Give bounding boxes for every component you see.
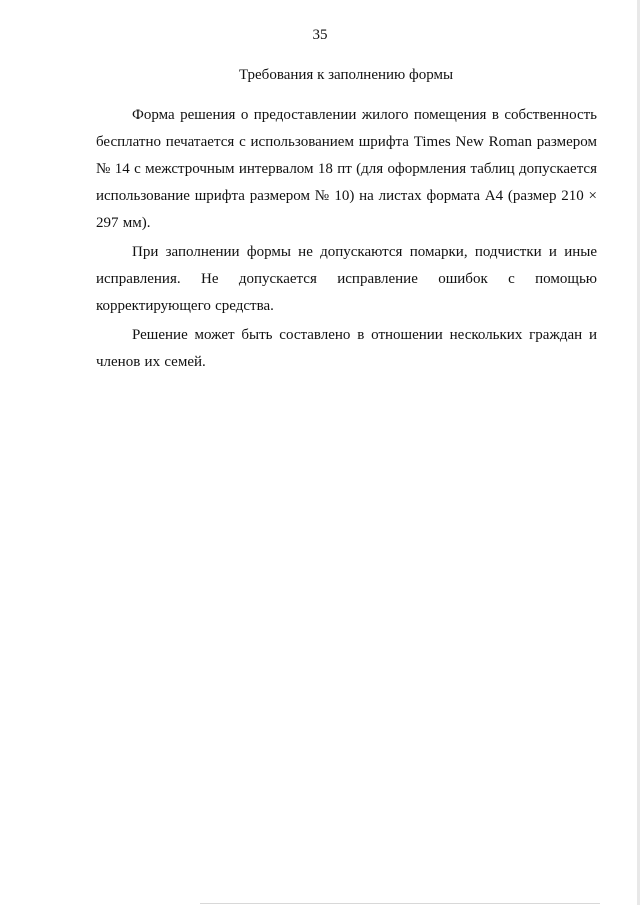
page-title: Требования к заполнению формы [238, 67, 454, 83]
paragraph-corrections: При заполнении формы не допускаются помарки, подчистки и иные исправления. Не допускается исправление ошибок с помощью корректирующего средства. [96, 244, 597, 314]
paragraph-font-requirements: Форма решения о предоставлении жилого помещения в собственность бесплатно печатается с использованием шрифта Times New Roman размером № 14 с межстрочным интервалом 18 пт (для оформления таблиц допускается использование шрифта размером № 10) на листах формата А4 (размер 210 × 297 мм). [96, 107, 597, 231]
page-number: 35 [312, 27, 328, 43]
body-text [96, 102, 597, 376]
paragraph-multiple-citizens: Решение может быть составлено в отношении нескольких граждан и членов их семей. [96, 327, 597, 370]
scan-edge-bottom [200, 903, 600, 904]
